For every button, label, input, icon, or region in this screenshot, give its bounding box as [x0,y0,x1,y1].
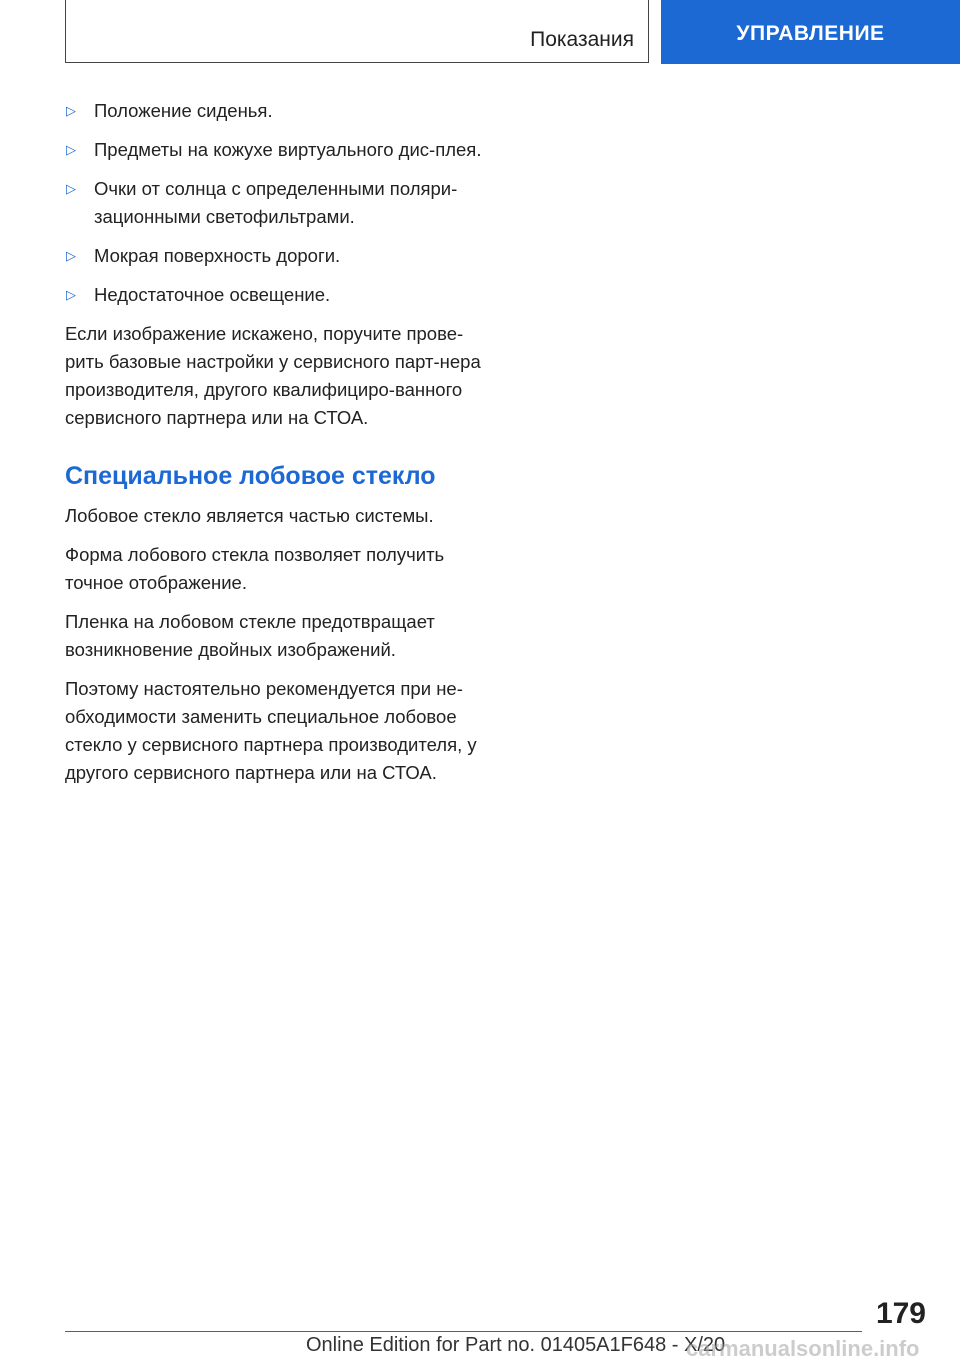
list-item-text: Мокрая поверхность дороги. [94,245,341,266]
list-item-text: Предметы на кожухе виртуального дис-плея. [94,139,482,160]
section-heading: Специальное лобовое стекло [65,462,436,490]
header-chapter-tab: УПРАВЛЕНИЕ [661,0,960,64]
section-paragraph: Форма лобового стекла позволяет получить точное отображение. [65,544,445,593]
page-number: 179 [875,1297,926,1330]
triangle-bullet-icon: ▷ [66,248,76,263]
section-paragraph: Поэтому настоятельно рекомендуется при не-обходимости заменить специальное лобовое стекло у сервисного партнера производителя, у другого сервисного партнера или на СТОА. [65,678,477,783]
list-item-text: Недостаточное освещение. [94,284,331,305]
header-section-box [65,0,649,63]
triangle-bullet-icon: ▷ [66,287,76,302]
list-item [65,242,485,270]
list-item-text: Положение сиденья. [94,100,273,121]
section-paragraph: Лобовое стекло является частью системы. [65,505,434,526]
header-section-title: Показания [530,28,634,51]
triangle-bullet-icon: ▷ [66,142,76,157]
list-item-text: Очки от солнца с определенными поляри-зационными светофильтрами. [94,178,458,227]
list-item [65,136,485,164]
watermark-text: carmanualsonline.info [686,1336,920,1361]
main-content [65,97,485,798]
bullet-list [65,97,485,309]
triangle-bullet-icon: ▷ [66,181,76,196]
paragraph-distortion-advice: Если изображение искажено, поручите прове-рить базовые настройки у сервисного парт-нера производителя, другого квалифициро-ванного сервисного партнера или на СТОА. [65,323,481,428]
list-item [65,97,485,125]
footer-edition-text: Online Edition for Part no. 01405A1F648 - X/20 [306,1334,726,1356]
list-item [65,281,485,309]
section-paragraph: Пленка на лобовом стекле предотвращает возникновение двойных изображений. [65,611,435,660]
footer-divider [65,1331,862,1332]
list-item [65,175,485,231]
triangle-bullet-icon: ▷ [66,103,76,118]
